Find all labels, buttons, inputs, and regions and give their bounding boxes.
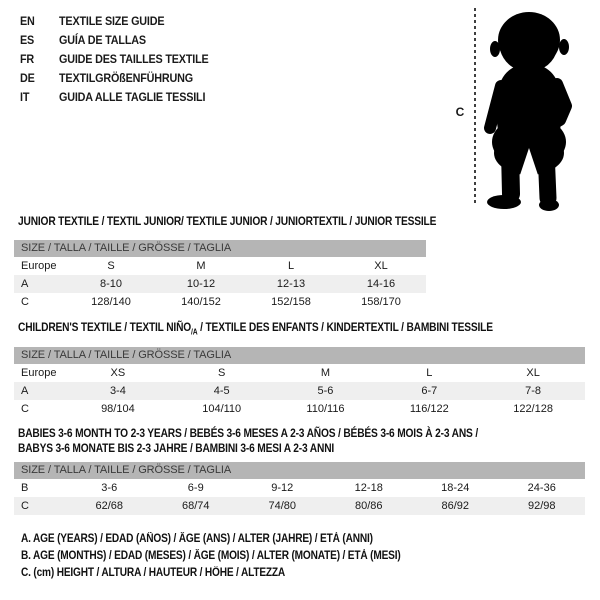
language-row-it: [20, 87, 225, 106]
footnote-c: C. (cm) HEIGHT / ALTURA / HAUTEUR / HÖHE / ALTEZZA: [21, 567, 286, 579]
table-title-line: [18, 214, 437, 229]
table-title-text: /A: [191, 327, 198, 337]
guide-title: GUIDA ALLE TAGLIE TESSILI: [59, 89, 206, 104]
table-cell: 110/116: [306, 403, 345, 415]
table-cell: 7-8: [525, 385, 542, 397]
size-header-bar: SIZE / TALLA / TAILLE / GRÖSSE / TAGLIA: [14, 240, 426, 257]
language-row-en: [20, 11, 225, 30]
table-cell: 104/110: [202, 403, 242, 415]
guide-title: GUIDE DES TAILLES TEXTILE: [59, 51, 209, 66]
toddler-silhouette-image: [480, 6, 574, 214]
table-cell: 3-4: [109, 385, 126, 397]
table-row: [14, 275, 426, 293]
children-textile-title: [18, 320, 503, 339]
table-row: [14, 400, 585, 418]
row-label: A: [21, 385, 29, 397]
table-cell: 4-5: [213, 385, 230, 397]
babies-textile-title: [18, 426, 503, 456]
table-cell: 68/74: [181, 500, 210, 512]
table-title-line: [18, 426, 503, 441]
table-cell: 6-9: [187, 482, 204, 494]
babies-textile-section: [18, 426, 589, 512]
language-code: IT: [20, 89, 30, 104]
table-cell: 128/140: [91, 296, 131, 308]
footnotes: [21, 533, 452, 584]
babies-textile-table: [14, 462, 585, 515]
language-row-es: [20, 30, 225, 49]
table-cell: XL: [526, 367, 540, 379]
table-row: [14, 364, 585, 382]
guide-title: GUÍA DE TALLAS: [59, 32, 146, 47]
table-cell: 18-24: [441, 482, 470, 494]
table-cell: 12-18: [354, 482, 383, 494]
language-row-de: [20, 68, 225, 87]
table-cell: 74/80: [268, 500, 297, 512]
table-cell: 152/158: [271, 296, 311, 308]
table-cell: 24-36: [527, 482, 556, 494]
size-header-bar: SIZE / TALLA / TAILLE / GRÖSSE / TAGLIA: [14, 347, 585, 364]
table-cell: 80/86: [354, 500, 383, 512]
table-row: [14, 479, 585, 497]
row-label: A: [21, 278, 29, 290]
table-cell: L: [287, 260, 295, 272]
table-row: [14, 382, 585, 400]
language-code: DE: [20, 70, 35, 85]
table-cell: 9-12: [271, 482, 294, 494]
table-cell: 3-6: [101, 482, 118, 494]
language-code: ES: [20, 32, 35, 47]
table-cell: XL: [374, 260, 388, 272]
table-cell: 5-6: [317, 385, 334, 397]
table-cell: M: [320, 367, 331, 379]
row-label: C: [21, 403, 29, 415]
table-cell: L: [426, 367, 433, 379]
language-guide: [20, 11, 225, 106]
table-title-text: BABIES 3-6 MONTH TO 2-3 YEARS / BEBÉS 3-6 MESES A 2-3 AÑOS / BÉBÉS 3-6 MOIS À 2-3 ANS /: [18, 426, 479, 440]
height-measure-dashed-line: [474, 8, 476, 206]
row-label: Europe: [21, 367, 57, 379]
table-title-text: CHILDREN'S TEXTILE / TEXTIL NIÑO: [18, 320, 192, 334]
guide-title: TEXTILE SIZE GUIDE: [59, 13, 165, 28]
table-cell: 12-13: [276, 278, 306, 290]
guide-title: TEXTILGRÖßENFÜHRUNG: [59, 70, 193, 85]
table-title-text: BABYS 3-6 MONATE BIS 2-3 JAHRE / BAMBINI 3-6 MESI A 2-3 ANNI: [18, 441, 335, 455]
table-cell: 8-10: [99, 278, 123, 290]
table-cell: S: [218, 367, 226, 379]
junior-textile-section: [18, 214, 437, 308]
table-cell: 140/152: [181, 296, 221, 308]
height-measure-label: C: [455, 105, 465, 119]
table-title-text: / TEXTILE DES ENFANTS / KINDERTEXTIL / BAMBINI TESSILE: [197, 320, 493, 334]
table-cell: 92/98: [527, 500, 556, 512]
table-title-line: [18, 320, 503, 339]
footnote-a: A. AGE (YEARS) / EDAD (AÑOS) / ÂGE (ANS) / ALTER (JAHRE) / ETÀ (ANNI): [21, 533, 373, 545]
table-cell: 158/170: [361, 296, 401, 308]
language-row-fr: [20, 49, 225, 68]
row-label: Europe: [21, 260, 57, 272]
table-cell: S: [107, 260, 115, 272]
table-row: [14, 293, 426, 311]
table-title-line: [18, 441, 503, 456]
table-row: [14, 497, 585, 515]
footnote-b: B. AGE (MONTHS) / EDAD (MESES) / ÂGE (MOIS) / ALTER (MONATE) / ETÀ (MESI): [21, 550, 401, 562]
junior-textile-table: [14, 240, 426, 311]
table-cell: 98/104: [101, 403, 135, 415]
table-cell: 62/68: [95, 500, 124, 512]
table-cell: 14-16: [366, 278, 396, 290]
language-code: EN: [20, 13, 35, 28]
junior-textile-title: [18, 214, 437, 229]
row-label: C: [21, 500, 29, 512]
table-cell: M: [196, 260, 206, 272]
table-cell: 10-12: [186, 278, 216, 290]
table-cell: 6-7: [421, 385, 438, 397]
table-cell: 86/92: [441, 500, 470, 512]
row-label: C: [21, 296, 29, 308]
table-cell: 122/128: [513, 403, 553, 415]
children-textile-section: [18, 320, 589, 415]
language-code: FR: [20, 51, 35, 66]
size-header-bar: SIZE / TALLA / TAILLE / GRÖSSE / TAGLIA: [14, 462, 585, 479]
children-textile-table: [14, 347, 585, 418]
table-cell: XS: [110, 367, 126, 379]
table-cell: 116/122: [409, 403, 449, 415]
table-row: [14, 257, 426, 275]
row-label: B: [21, 482, 29, 494]
table-title-text: JUNIOR TEXTILE / TEXTIL JUNIOR/ TEXTILE JUNIOR / JUNIORTEXTIL / JUNIOR TESSILE: [18, 214, 437, 228]
